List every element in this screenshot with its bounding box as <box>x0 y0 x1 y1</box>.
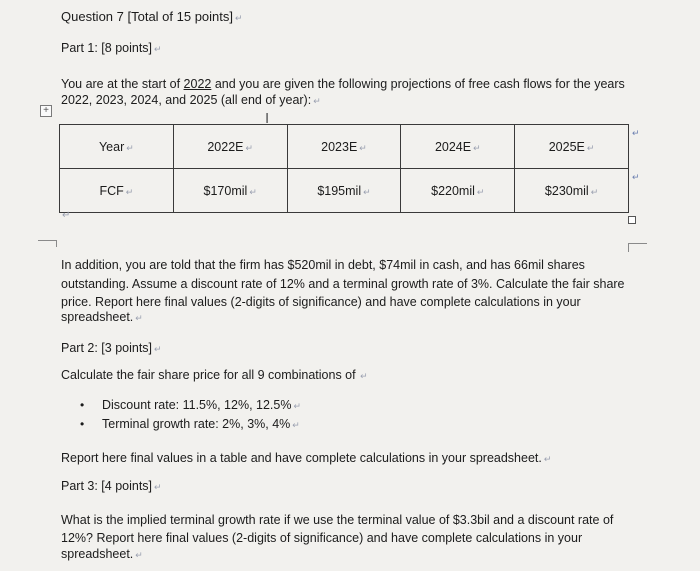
part1-paragraph-line: spreadsheet. ↵ <box>61 310 143 324</box>
table-cell: 2022E ↵ <box>173 125 287 169</box>
part1-paragraph-line: In addition, you are told that the firm has $520mil in debt, $74mil in cash, and has 66mil shares <box>61 258 585 272</box>
table-cell: 2025E ↵ <box>515 125 629 169</box>
fcf-table <box>59 124 629 213</box>
bullet-list <box>80 396 301 434</box>
underlined-year: 2022 <box>183 77 212 91</box>
part1-paragraph-line: outstanding. Assume a discount rate of 12% and a terminal growth rate of 3%. Calculate the fair share <box>61 277 625 291</box>
part3-paragraph-line: spreadsheet. ↵ <box>61 547 143 561</box>
part1-paragraph-line: price. Report here final values (2-digits of significance) and have complete calculations in your <box>61 295 581 309</box>
table-row <box>60 125 629 169</box>
table-cell: $195mil ↵ <box>287 169 401 213</box>
section-bracket-right-icon <box>628 243 647 252</box>
table-cell: Year ↵ <box>60 125 174 169</box>
table-resize-handle-icon[interactable] <box>628 216 636 224</box>
text-cursor-icon: I <box>265 110 270 127</box>
table-cell: $230mil ↵ <box>515 169 629 213</box>
table-row <box>60 169 629 213</box>
row-end-mark-icon: ↵ <box>632 128 640 138</box>
table-cell: 2023E ↵ <box>287 125 401 169</box>
part1-intro-line2: 2022, 2023, 2024, and 2025 (all end of year): ↵ <box>61 93 321 107</box>
part1-title: Part 1: [8 points] ↵ <box>61 41 162 55</box>
part2-report: Report here final values in a table and have complete calculations in your spreadsheet. ↵ <box>61 451 552 465</box>
list-item: • Terminal growth rate: 2%, 3%, 4% ↵ <box>80 415 301 434</box>
part2-instruction: Calculate the fair share price for all 9 combinations of ↵ <box>61 368 368 382</box>
part3-title: Part 3: [4 points] ↵ <box>61 479 162 493</box>
section-bracket-left-icon <box>38 240 57 247</box>
return-mark: ↵ <box>235 13 243 23</box>
return-mark: ↵ <box>313 96 321 106</box>
table-cell: FCF ↵ <box>60 169 174 213</box>
return-mark-icon: ↵ <box>62 210 71 221</box>
table-cell: 2024E ↵ <box>401 125 515 169</box>
part2-title: Part 2: [3 points] ↵ <box>61 341 162 355</box>
row-end-mark-icon: ↵ <box>632 172 640 182</box>
table-move-handle-icon[interactable]: + <box>40 105 52 117</box>
part1-intro-line1: You are at the start of 2022 and you are given the following projections of free cash flows for the years <box>61 77 625 91</box>
table-cell: $220mil ↵ <box>401 169 515 213</box>
return-mark: ↵ <box>154 44 162 54</box>
part3-paragraph-line: 12%? Report here final values (2-digits of significance) and have complete calculations in your <box>61 531 583 545</box>
list-item: • Discount rate: 11.5%, 12%, 12.5% ↵ <box>80 396 301 415</box>
part3-paragraph-line: What is the implied terminal growth rate if we use the terminal value of $3.3bil and a discount rate of <box>61 513 614 527</box>
table-cell: $170mil ↵ <box>173 169 287 213</box>
question-title: Question 7 [Total of 15 points] ↵ <box>61 9 243 24</box>
